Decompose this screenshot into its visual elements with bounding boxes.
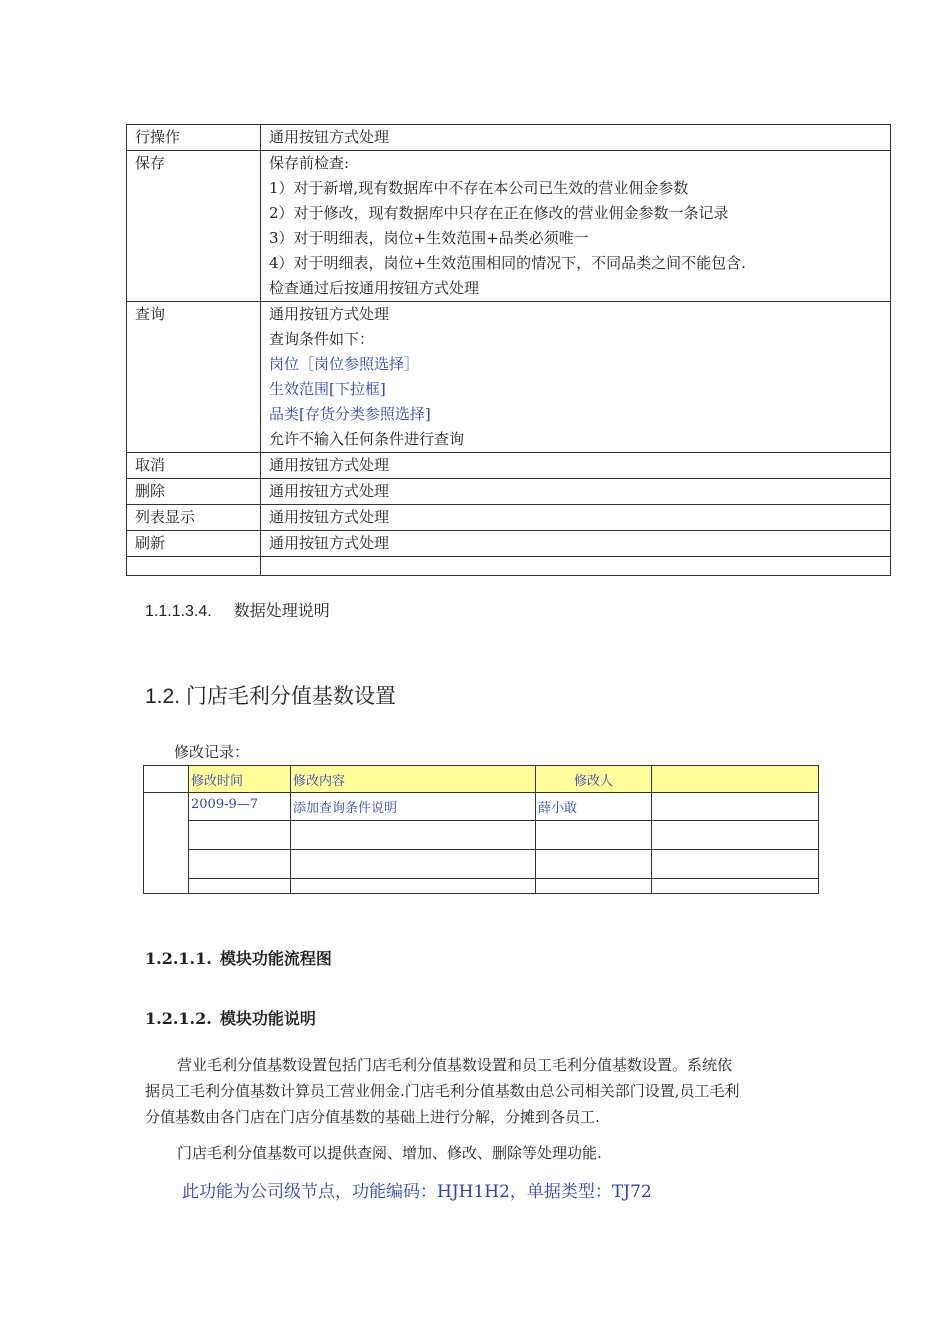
header-date: 修改时间 <box>189 766 291 793</box>
section-number: 1.2. <box>145 685 181 708</box>
revision-table <box>143 765 819 894</box>
table-row <box>127 505 891 531</box>
table-row <box>127 125 891 151</box>
section-heading-flowchart <box>145 946 332 969</box>
table-row-empty <box>127 557 891 576</box>
header-content: 修改内容 <box>291 766 536 793</box>
revision-row <box>144 793 819 821</box>
empty-cell <box>189 879 291 894</box>
row-text: 通用按钮方式处理 <box>269 128 390 146</box>
empty-cell <box>261 557 891 576</box>
table-row <box>127 531 891 557</box>
empty-cell <box>291 850 536 879</box>
revision-date: 2009-9—7 <box>189 793 291 821</box>
section-number: 1.2.1.2. <box>145 1009 212 1028</box>
query-condition-position: 岗位［岗位参照选择］ <box>269 355 420 373</box>
section-title: 模块功能说明 <box>219 1009 316 1028</box>
query-condition-category: 品类[存货分类参照选择] <box>269 405 431 423</box>
revision-row-empty <box>144 850 819 879</box>
section-number: 1.2.1.1. <box>145 949 212 968</box>
empty-cell <box>189 850 291 879</box>
row-content <box>261 151 891 302</box>
header-blank <box>144 766 189 793</box>
revision-row-empty <box>144 879 819 894</box>
row-content: 通用按钮方式处理 <box>261 531 891 557</box>
row-text: 2）对于修改，现有数据库中只存在正在修改的营业佣金参数一条记录 <box>269 204 729 222</box>
paragraph-line: 营业毛利分值基数设置包括门店毛利分值基数设置和员工毛利分值基数设置。系统依 <box>177 1056 733 1074</box>
empty-cell <box>127 557 261 576</box>
row-text: 保存前检查: <box>269 154 350 172</box>
empty-cell <box>652 850 819 879</box>
revision-extra <box>652 793 819 821</box>
empty-cell <box>291 879 536 894</box>
row-label: 列表显示 <box>127 505 261 531</box>
revision-content: 添加查询条件说明 <box>291 793 536 821</box>
header-person: 修改人 <box>536 766 652 793</box>
table-row <box>127 151 891 302</box>
empty-cell <box>536 821 652 850</box>
revision-header-row <box>144 766 819 793</box>
section-number: 1.1.1.3.4. <box>145 603 212 620</box>
paragraph-line: 据员工毛利分值基数计算员工营业佣金.门店毛利分值基数由总公司相关部门设置,员工毛利 <box>145 1082 740 1100</box>
paragraph-functions <box>145 1140 815 1166</box>
row-label: 保存 <box>127 151 261 302</box>
section-heading-store-margin <box>145 680 396 710</box>
row-text: 4）对于明细表，岗位+生效范围相同的情况下，不同品类之间不能包含. <box>269 254 746 272</box>
row-label: 刷新 <box>127 531 261 557</box>
function-code-note: 此功能为公司级节点，功能编码：HJH1H2，单据类型：TJ72 <box>182 1182 652 1202</box>
revision-person: 薛小敢 <box>536 793 652 821</box>
row-text: 通用按钮方式处理 <box>269 305 390 323</box>
empty-cell <box>536 879 652 894</box>
revision-side-cell <box>144 793 189 894</box>
section-heading-function-desc <box>145 1006 316 1029</box>
row-text: 检查通过后按通用按钮方式处理 <box>269 279 480 297</box>
row-text: 允许不输入任何条件进行查询 <box>269 430 465 448</box>
paragraph-line: 分值基数由各门店在门店分值基数的基础上进行分解，分摊到各员工. <box>145 1108 600 1126</box>
row-content: 通用按钮方式处理 <box>261 453 891 479</box>
revision-row-empty <box>144 821 819 850</box>
operations-table <box>126 124 891 576</box>
row-content: 通用按钮方式处理 <box>261 505 891 531</box>
section-title: 数据处理说明 <box>233 601 330 620</box>
empty-cell <box>291 821 536 850</box>
row-content <box>261 125 891 151</box>
empty-cell <box>189 821 291 850</box>
section-title: 模块功能流程图 <box>219 949 332 968</box>
row-text: 1）对于新增,现有数据库中不存在本公司已生效的营业佣金参数 <box>269 179 689 197</box>
empty-cell <box>536 850 652 879</box>
row-label: 行操作 <box>127 125 261 151</box>
section-title: 门店毛利分值基数设置 <box>185 684 396 708</box>
header-extra <box>652 766 819 793</box>
row-label: 删除 <box>127 479 261 505</box>
revision-label: 修改记录： <box>174 743 250 761</box>
table-row <box>127 479 891 505</box>
query-condition-scope: 生效范围[下拉框] <box>269 380 386 398</box>
row-text: 查询条件如下： <box>269 330 375 348</box>
row-content: 通用按钮方式处理 <box>261 479 891 505</box>
paragraph-description <box>145 1052 815 1130</box>
empty-cell <box>652 879 819 894</box>
paragraph-line: 门店毛利分值基数可以提供查阅、增加、修改、删除等处理功能. <box>177 1144 602 1162</box>
row-label: 查询 <box>127 302 261 453</box>
section-heading-data-processing <box>145 598 330 621</box>
table-row <box>127 453 891 479</box>
table-row <box>127 302 891 453</box>
empty-cell <box>652 821 819 850</box>
row-content <box>261 302 891 453</box>
row-text: 3）对于明细表，岗位+生效范围+品类必须唯一 <box>269 229 589 247</box>
row-label: 取消 <box>127 453 261 479</box>
